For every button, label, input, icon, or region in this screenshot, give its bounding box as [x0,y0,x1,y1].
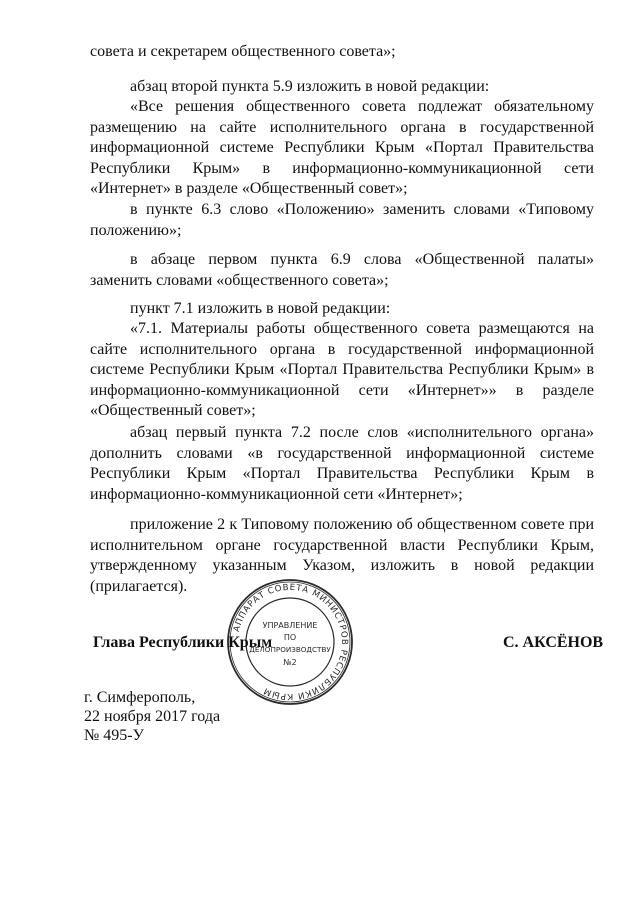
stamp-line-4: №2 [283,658,297,667]
stamp-line-2: ПО [283,633,297,642]
paragraph-item-7-1-text: «7.1. Материалы работы общественного совета размещаются на сайте исполнительного органа в государственной информационной системе Республики Крым «Портал Правительства Республики Крым» в информационно-коммуникационной сети «Интернет»» в разделе «Общественный совет»; [90,320,594,419]
footer-number: № 495-У [84,727,144,744]
paragraph-item-5-9-intro: абзац второй пункта 5.9 изложить в новой редакции: [130,78,490,95]
footer-date: 22 ноября 2017 года [84,708,221,725]
paragraph-item-7-1-intro: пункт 7.1 изложить в новой редакции: [130,300,391,317]
paragraph-item-6-3: в пункте 6.3 слово «Положению» заменить словами «Типовому положению»; [90,201,594,239]
signatory-title: Глава Республики Крым [93,634,273,651]
document-footer [84,688,220,745]
paragraph-appendix-2: приложение 2 к Типовому положению об общественном совете при исполнительном органе государственной власти Республики Крым, утвержденному указанным Указом, изложить в новой редакции (прилагается). [90,516,594,595]
footer-city: г. Симферополь, [84,689,196,706]
paragraph-item-7-2: абзац первый пункта 7.2 после слов «исполнительного органа» дополнить словами «в государственной информационной системе Республики Крым «Портал Правительства Республики Крым в информационно-коммуникационной сети «Интернет»; [90,424,594,503]
paragraph-item-5-9-text: «Все решения общественного совета подлежат обязательному размещению на сайте исполнительного органа в государственной информационной системе Республики Крым «Портал Правительства Республики Крым» в информационно-коммуникационной сети «Интернет» в разделе «Общественный совет»; [90,98,594,197]
stamp-outer-text: АППАРАТ СОВЕТА МИНИСТРОВ РЕСПУБЛИКИ КРЫМ [232,582,350,702]
signatory-name: С. АКСЁНОВ [503,634,604,651]
paragraph-item-6-9: в абзаце первом пункта 6.9 слова «Общественной палаты» заменить словами «общественного совета»; [90,251,594,289]
stamp-line-3: ДЕЛОПРОИЗВОДСТВУ [249,645,331,654]
stamp-line-1: УПРАВЛЕНИЕ [262,621,318,630]
paragraph-continuation: совета и секретарем общественного совета»; [90,43,396,60]
